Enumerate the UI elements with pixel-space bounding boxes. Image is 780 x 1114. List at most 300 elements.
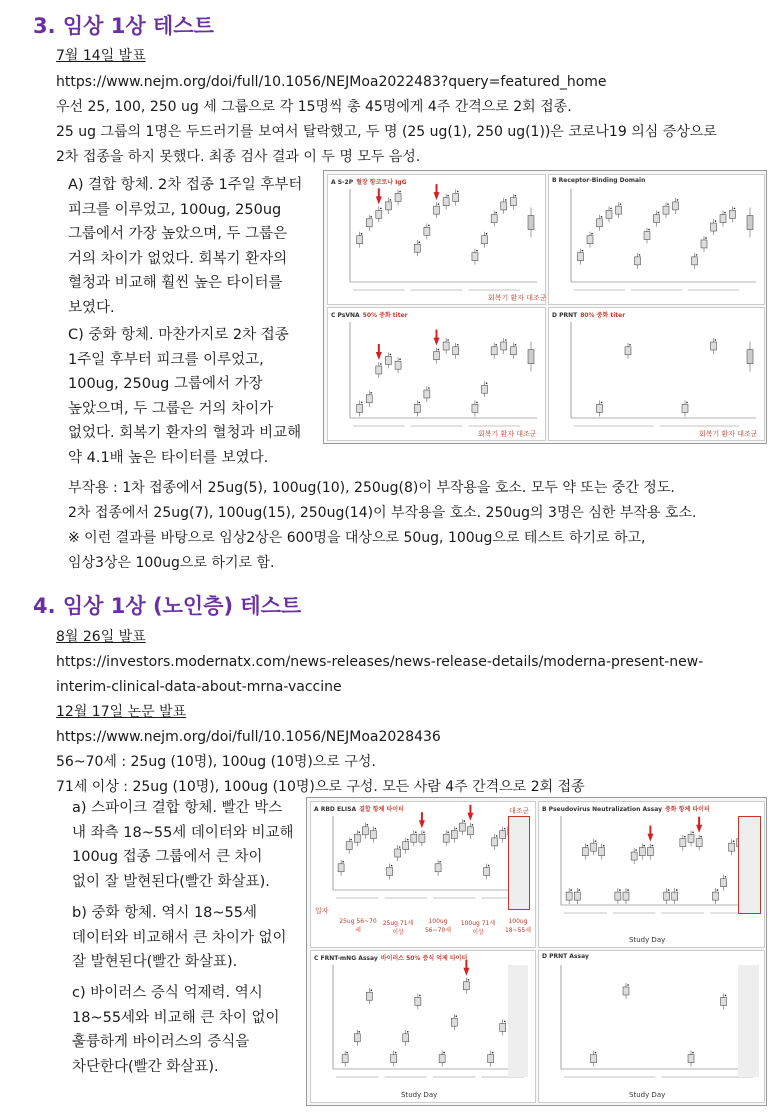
point xyxy=(734,208,736,210)
panel-d-prnt xyxy=(548,307,765,441)
panel2-d-control-shade xyxy=(738,965,759,1077)
box xyxy=(434,352,440,360)
point xyxy=(504,828,506,830)
point xyxy=(390,354,392,356)
point xyxy=(668,889,670,891)
point xyxy=(418,402,420,404)
panel-b-rbd xyxy=(548,174,765,305)
point xyxy=(350,839,352,841)
point xyxy=(677,199,679,201)
box xyxy=(712,892,718,900)
box xyxy=(484,868,490,876)
point xyxy=(603,845,605,847)
point xyxy=(476,402,478,404)
box xyxy=(587,236,593,244)
section4-url2[interactable]: https://www.nejm.org/doi/full/10.1056/NEJMoa2028436 xyxy=(56,729,441,745)
section4-group2: 71세 이상 : 25ug (10명), 100ug (10명)으로 구성. 모든 사람 4주 간격으로 2회 접종 xyxy=(56,779,585,795)
sec3side-line-1: 2차 접종에서 25ug(7), 100ug(15), 250ug(14)이 부작용을 호소. 250ug의 3명은 심한 부작용 호소. xyxy=(68,505,697,521)
group-note-4: 100ug 18~55세 xyxy=(504,918,532,934)
panel2-c-boxplot xyxy=(311,951,535,1091)
box xyxy=(354,1034,360,1042)
panel-a-korean-note: 혈장 항코로나 IgG xyxy=(356,179,407,186)
point xyxy=(439,861,441,863)
red-arrow xyxy=(376,352,382,360)
point xyxy=(715,220,717,222)
panel2-d-study-day: Study Day xyxy=(629,1091,666,1099)
box xyxy=(453,347,459,355)
box xyxy=(500,831,506,839)
box xyxy=(443,834,449,842)
point xyxy=(455,1015,457,1017)
panel-d-boxplot xyxy=(549,308,764,440)
panel-a-boxplot xyxy=(328,175,545,304)
panel2-b-label: B Pseudovirus Neutralization Assay xyxy=(542,806,663,813)
sec3C-line-1: 1주일 후부터 피크를 이루었고, xyxy=(68,351,264,368)
box xyxy=(424,390,430,398)
panel2-d-label: D PRNT Assay xyxy=(542,953,589,960)
point xyxy=(684,836,686,838)
red-arrow xyxy=(696,825,702,833)
sec3A-line-0: A) 결합 항체. 2차 접종 1주일 후부터 xyxy=(68,177,303,193)
box xyxy=(467,827,473,835)
point xyxy=(457,344,459,346)
box xyxy=(411,834,417,842)
box xyxy=(599,848,605,856)
panel-d-convalescent-note: 회복기 환자 대조군 xyxy=(699,430,758,438)
point xyxy=(486,382,488,384)
point xyxy=(342,861,344,863)
box xyxy=(701,240,707,248)
box xyxy=(680,839,686,847)
conv-box xyxy=(528,350,534,364)
section4-url1a[interactable]: https://investors.modernatx.com/news-releases/news-release-details/moderna-present-new- xyxy=(56,654,704,670)
point xyxy=(447,339,449,341)
panel-c-label: C PsVNA xyxy=(331,312,360,319)
box xyxy=(510,198,516,206)
point xyxy=(587,845,589,847)
point xyxy=(595,840,597,842)
point xyxy=(346,1052,348,1054)
point xyxy=(515,195,517,197)
point xyxy=(648,229,650,231)
box xyxy=(387,868,393,876)
box xyxy=(597,219,603,227)
section4-date2: 12월 17일 논문 발표 xyxy=(56,704,187,720)
point xyxy=(447,831,449,833)
point xyxy=(370,392,372,394)
box xyxy=(672,892,678,900)
section4-heading: 4. 임상 1상 (노인층) 테스트 xyxy=(33,594,302,618)
sec3A-line-5: 보였다. xyxy=(68,299,115,316)
panel-d-label: D PRNT xyxy=(552,312,578,319)
panel2-a-korean-note: 결합 항체 타이터 xyxy=(359,806,404,813)
box xyxy=(338,864,344,872)
box xyxy=(729,843,735,851)
point xyxy=(488,865,490,867)
point xyxy=(399,846,401,848)
group-note-0: 25ug 56~70세 xyxy=(339,918,377,934)
box xyxy=(625,347,631,355)
panel-a-label: A S-2P xyxy=(331,179,354,186)
box xyxy=(376,210,382,218)
box xyxy=(395,361,401,369)
point xyxy=(438,203,440,205)
point xyxy=(591,233,593,235)
panel2-a-day-label: 일자 xyxy=(315,907,329,915)
point xyxy=(705,237,707,239)
point xyxy=(724,212,726,214)
point xyxy=(725,995,727,997)
box xyxy=(730,210,736,218)
box xyxy=(472,404,478,412)
point xyxy=(367,824,369,826)
box xyxy=(439,1055,445,1063)
box xyxy=(482,385,488,393)
point xyxy=(504,1021,506,1023)
box xyxy=(366,219,372,227)
box xyxy=(631,852,637,860)
point xyxy=(717,889,719,891)
point xyxy=(692,831,694,833)
box xyxy=(362,827,368,835)
sec3C-line-4: 없었다. 회복기 환자의 혈청과 비교해 xyxy=(68,425,302,441)
point xyxy=(399,358,401,360)
point xyxy=(658,212,660,214)
sec3side-line-3: 임상3상은 100ug으로 하기로 함. xyxy=(68,555,275,571)
conv-box xyxy=(528,216,534,230)
point xyxy=(700,836,702,838)
point xyxy=(419,995,421,997)
panel-c-psvna xyxy=(327,307,546,441)
panel2-c-study-day: Study Day xyxy=(401,1091,438,1099)
sec3side-line-2: ※ 이런 결과를 바탕으로 임상2상은 600명을 대상으로 50ug, 100ug으로 테스트 하기로 하고, xyxy=(68,530,646,546)
section4-group1: 56~70세 : 25ug (10명), 100ug (10명)으로 구성. xyxy=(56,754,376,770)
point xyxy=(438,349,440,351)
point xyxy=(486,233,488,235)
point xyxy=(620,203,622,205)
box xyxy=(711,342,717,350)
point xyxy=(390,199,392,201)
sec3A-line-2: 그룹에서 가장 높았으며, 두 그룹은 xyxy=(68,226,288,242)
point xyxy=(476,250,478,252)
point xyxy=(428,224,430,226)
box xyxy=(644,232,650,240)
box xyxy=(606,210,612,218)
point xyxy=(407,1031,409,1033)
box xyxy=(615,892,621,900)
point xyxy=(407,839,409,841)
panel-b-boxplot xyxy=(549,175,764,304)
box xyxy=(370,831,376,839)
sec3A-line-3: 거의 차이가 없었다. 회복기 환자의 xyxy=(68,250,288,267)
box xyxy=(385,202,391,210)
sec3side-line-0: 부작용 : 1차 접종에서 25ug(5), 100ug(10), 250ug(8)이 부작용을 호소. 모두 약 또는 중간 정도. xyxy=(68,480,675,496)
red-arrow xyxy=(647,834,653,842)
point xyxy=(492,1052,494,1054)
sec3A-line-4: 혈청과 비교해 훨씬 높은 타이터를 xyxy=(68,275,283,291)
box xyxy=(491,215,497,223)
box xyxy=(711,223,717,231)
point xyxy=(468,979,470,981)
point xyxy=(380,208,382,210)
point xyxy=(627,889,629,891)
point xyxy=(375,828,377,830)
point xyxy=(361,233,363,235)
box xyxy=(721,879,727,887)
box xyxy=(578,253,584,261)
point xyxy=(361,402,363,404)
point xyxy=(643,845,645,847)
box xyxy=(443,342,449,350)
red-arrow xyxy=(467,813,473,821)
box xyxy=(366,395,372,403)
point xyxy=(639,254,641,256)
box xyxy=(623,987,629,995)
point xyxy=(627,984,629,986)
box xyxy=(346,842,352,850)
conv-box xyxy=(747,216,753,230)
box xyxy=(623,892,629,900)
sec3C-line-3: 높았으며, 두 그룹은 거의 차이가 xyxy=(68,400,274,417)
panel2-a-control-box xyxy=(508,816,530,910)
point xyxy=(370,216,372,218)
panel2-c-frnt xyxy=(310,950,536,1103)
point xyxy=(358,831,360,833)
point xyxy=(415,831,417,833)
sec4b-line-1: 데이터와 비교해서 큰 차이가 없이 xyxy=(72,929,287,946)
box xyxy=(692,257,698,265)
box xyxy=(616,206,622,214)
box xyxy=(500,1023,506,1031)
conv-box xyxy=(747,350,753,364)
point xyxy=(447,195,449,197)
section4-date1: 8월 26일 발표 xyxy=(56,629,146,645)
box xyxy=(366,992,372,1000)
panel2-c-label: C FRNT-mNG Assay xyxy=(314,955,378,962)
figure-older-adults-results xyxy=(306,797,767,1106)
sec4a-line-1: 내 좌측 18~55세 데이터와 비교해 xyxy=(72,824,294,841)
panel2-b-control-box xyxy=(738,816,761,914)
panel2-d-prnt xyxy=(538,950,765,1103)
box xyxy=(419,834,425,842)
panel2-a-group-notes xyxy=(339,918,531,944)
point xyxy=(601,216,603,218)
point xyxy=(676,889,678,891)
point xyxy=(496,835,498,837)
box xyxy=(491,347,497,355)
box xyxy=(434,206,440,214)
box xyxy=(415,997,421,1005)
panel2-b-korean-note: 중화 항체 타이터 xyxy=(665,806,710,813)
box xyxy=(459,823,465,831)
sec4a-line-2: 100ug 접종 그룹에서 큰 차이 xyxy=(72,849,263,865)
point xyxy=(570,889,572,891)
section3-p1: 우선 25, 100, 250 ug 세 그룹으로 각 15명씩 총 45명에게 4주 간격으로 2회 접종. xyxy=(56,99,572,115)
point xyxy=(686,402,688,404)
sec3C-line-2: 100ug, 250ug 그룹에서 가장 xyxy=(68,376,263,392)
box xyxy=(501,202,507,210)
box xyxy=(673,202,679,210)
box xyxy=(682,404,688,412)
group-note-3: 100ug 71세 이상 xyxy=(460,920,496,936)
point xyxy=(715,339,717,341)
box xyxy=(395,849,401,857)
box xyxy=(482,236,488,244)
panel2-b-pseudovirus xyxy=(538,801,765,948)
point xyxy=(428,387,430,389)
point xyxy=(601,402,603,404)
box xyxy=(451,1018,457,1026)
point xyxy=(582,250,584,252)
box xyxy=(414,244,420,252)
point xyxy=(725,876,727,878)
point xyxy=(578,889,580,891)
sec3C-line-0: C) 중화 항체. 마찬가지로 2차 접종 xyxy=(68,327,289,343)
sec4a-line-3: 없이 잘 발현된다(빨간 화살표). xyxy=(72,873,270,890)
box xyxy=(391,1055,397,1063)
box xyxy=(591,1055,597,1063)
section3-heading: 3. 임상 1상 테스트 xyxy=(33,14,214,38)
box xyxy=(357,236,363,244)
figure-phase1-results xyxy=(323,170,767,444)
section3-url[interactable]: https://www.nejm.org/doi/full/10.1056/NEJMoa2022483?query=featured_home xyxy=(56,74,607,90)
point xyxy=(380,363,382,365)
point xyxy=(443,1052,445,1054)
section4-url1b[interactable]: interim-clinical-data-about-mrna-vaccine xyxy=(56,679,342,695)
box xyxy=(664,892,670,900)
panel-c-boxplot xyxy=(328,308,545,440)
point xyxy=(418,241,420,243)
sec4a-line-0: a) 스파이크 결합 항체. 빨간 박스 xyxy=(72,800,283,816)
point xyxy=(505,339,507,341)
box xyxy=(357,404,363,412)
point xyxy=(692,1052,694,1054)
red-arrow xyxy=(419,820,425,828)
point xyxy=(472,824,474,826)
panel2-b-study-day: Study Day xyxy=(629,936,666,944)
box xyxy=(639,848,645,856)
box xyxy=(647,848,653,856)
box xyxy=(463,982,469,990)
point xyxy=(455,828,457,830)
panel2-a-boxplot xyxy=(311,802,535,912)
section3-date: 7월 14일 발표 xyxy=(56,48,146,64)
sec4c-line-0: c) 바이러스 증식 억제력. 역시 xyxy=(72,985,263,1001)
box xyxy=(354,834,360,842)
box xyxy=(424,227,430,235)
point xyxy=(464,820,466,822)
point xyxy=(399,191,401,193)
point xyxy=(395,1052,397,1054)
point xyxy=(667,203,669,205)
point xyxy=(371,989,373,991)
point xyxy=(696,254,698,256)
box xyxy=(435,864,441,872)
sec3C-line-5: 약 4.1배 높은 타이터를 보였다. xyxy=(68,449,269,466)
point xyxy=(595,1052,597,1054)
box xyxy=(591,843,597,851)
box xyxy=(582,848,588,856)
sec4c-line-3: 차단한다(빨간 화살표). xyxy=(72,1058,219,1075)
section3-p3: 2차 접종을 하지 못했다. 최종 검사 결과 이 두 명 모두 음성. xyxy=(56,149,421,165)
box xyxy=(566,892,572,900)
panel-b-label: B Receptor-Binding Domain xyxy=(552,177,646,184)
box xyxy=(451,831,457,839)
box xyxy=(376,366,382,374)
panel-c-convalescent-note: 회복기 환자 대조군 xyxy=(478,430,537,438)
point xyxy=(358,1031,360,1033)
panel2-b-boxplot xyxy=(539,802,764,927)
point xyxy=(457,191,459,193)
panel-a-convalescent-note: 회복기 환자 대조군 xyxy=(488,294,547,302)
panel-d-korean-note: 80% 중화 titer xyxy=(580,312,626,319)
box xyxy=(721,997,727,1005)
box xyxy=(395,193,401,201)
box xyxy=(488,1055,494,1063)
box xyxy=(696,839,702,847)
box xyxy=(453,193,459,201)
box xyxy=(510,347,516,355)
box xyxy=(720,215,726,223)
point xyxy=(495,344,497,346)
red-arrow xyxy=(463,968,469,976)
point xyxy=(629,344,631,346)
box xyxy=(688,834,694,842)
panel2-c-korean-note: 바이러스 50% 증식 억제 타이터 xyxy=(380,955,468,962)
point xyxy=(423,831,425,833)
point xyxy=(733,840,735,842)
box xyxy=(385,356,391,364)
box xyxy=(597,404,603,412)
box xyxy=(443,198,449,206)
box xyxy=(403,842,409,850)
box xyxy=(472,253,478,261)
sec4b-line-0: b) 중화 항체. 역시 18~55세 xyxy=(72,905,258,921)
box xyxy=(654,215,660,223)
panel-c-korean-note: 50% 중화 titer xyxy=(362,312,408,319)
point xyxy=(505,199,507,201)
panel2-a-label: A RBD ELISA xyxy=(314,806,357,813)
panel2-a-rbd-elisa xyxy=(310,801,536,948)
point xyxy=(495,212,497,214)
point xyxy=(515,344,517,346)
red-arrow xyxy=(434,192,440,200)
sec4c-line-1: 18~55세와 비교해 큰 차이 없이 xyxy=(72,1009,280,1026)
point xyxy=(619,889,621,891)
box xyxy=(342,1055,348,1063)
panel-a-s2p xyxy=(327,174,546,305)
panel2-c-control-shade xyxy=(508,965,528,1077)
box xyxy=(414,404,420,412)
sec4b-line-2: 잘 발현된다(빨간 화살표). xyxy=(72,954,238,970)
red-arrow xyxy=(376,196,382,204)
group-note-1: 25ug 71세 이상 xyxy=(382,920,414,936)
box xyxy=(403,1034,409,1042)
box xyxy=(501,342,507,350)
sec4c-line-2: 훌륭하게 바이러스의 증식을 xyxy=(72,1034,250,1050)
group-note-2: 100ug 56~70세 xyxy=(424,918,452,934)
point xyxy=(635,849,637,851)
box xyxy=(688,1055,694,1063)
panel2-a-control-label: 대조군 xyxy=(509,807,530,815)
box xyxy=(574,892,580,900)
point xyxy=(610,208,612,210)
sec3A-line-1: 피크를 이루었고, 100ug, 250ug xyxy=(68,201,282,218)
section3-p2: 25 ug 그룹의 1명은 두드러기를 보여서 탈락했고, 두 명 (25 ug(1), 250 ug(1))은 코로나19 의심 증상으로 xyxy=(56,124,717,140)
red-arrow xyxy=(434,338,440,346)
box xyxy=(492,838,498,846)
point xyxy=(391,865,393,867)
